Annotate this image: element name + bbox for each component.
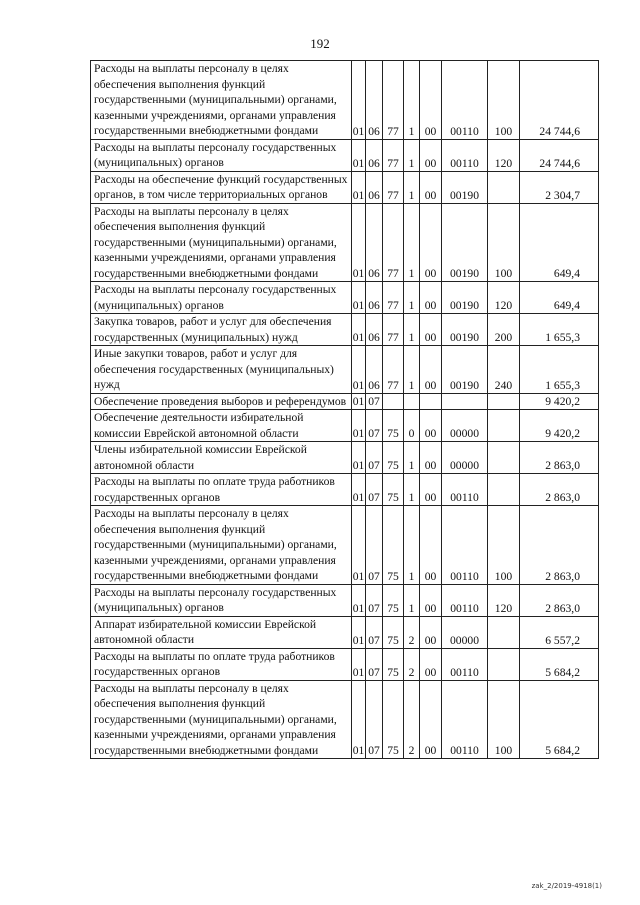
- section-code: 01: [352, 395, 365, 408]
- table-row: [91, 506, 599, 585]
- table-row: [91, 393, 599, 410]
- activity-code: 00: [420, 680, 442, 759]
- section-code: 01: [352, 203, 366, 282]
- subsection-code: 06: [366, 203, 383, 282]
- subsection-code: 07: [366, 506, 383, 585]
- subsection-code: 07: [366, 410, 383, 442]
- row-description: Расходы на выплаты персоналу государственных (муниципальных) органов: [91, 282, 352, 314]
- direction-code: 00190: [442, 314, 488, 346]
- page-number: 192: [310, 36, 330, 51]
- activity-code: 00: [420, 506, 442, 585]
- row-description: Иные закупки товаров, работ и услуг для обеспечения государственных (муниципальных) нужд: [91, 346, 352, 394]
- section-code: 01: [352, 171, 366, 203]
- amount: 1 655,3: [520, 314, 599, 346]
- program-code: 77: [383, 314, 404, 346]
- subprogram-code: 1: [404, 203, 420, 282]
- table-row: [91, 648, 599, 680]
- direction-code: 00110: [442, 139, 488, 171]
- activity-code: 00: [420, 61, 442, 140]
- direction-code: 00190: [442, 203, 488, 282]
- table-row: [91, 61, 599, 140]
- program-code: 77: [383, 282, 404, 314]
- amount: 9 420,2: [520, 410, 599, 442]
- program-code: 75: [383, 506, 404, 585]
- row-description: Обеспечение деятельности избирательной комиссии Еврейской автономной области: [91, 410, 352, 442]
- subprogram-code: 1: [404, 139, 420, 171]
- row-description: Расходы на выплаты по оплате труда работников государственных органов: [91, 474, 352, 506]
- subsection-code: 06: [366, 282, 383, 314]
- amount: 5 684,2: [520, 680, 599, 759]
- section-code: 01: [352, 442, 366, 474]
- direction-code: 00110: [442, 648, 488, 680]
- row-description: Члены избирательной комиссии Еврейской автономной области: [91, 442, 352, 474]
- subprogram-code: 1: [404, 442, 420, 474]
- expense-type-code: 120: [488, 139, 520, 171]
- subsection-code: 06: [366, 171, 383, 203]
- subprogram-code: 2: [404, 648, 420, 680]
- subprogram-code: 1: [404, 506, 420, 585]
- subprogram-code: [404, 393, 420, 410]
- subprogram-code: 0: [404, 410, 420, 442]
- section-code: 01: [352, 680, 366, 759]
- section-code: 01: [352, 648, 366, 680]
- table-row: [91, 584, 599, 616]
- expense-type-code: 100: [488, 506, 520, 585]
- subprogram-code: 1: [404, 584, 420, 616]
- activity-code: 00: [420, 442, 442, 474]
- program-code: 75: [383, 616, 404, 648]
- table-row: [91, 616, 599, 648]
- program-code: 77: [383, 171, 404, 203]
- subprogram-code: 1: [404, 474, 420, 506]
- direction-code: [442, 393, 488, 410]
- direction-code: 00110: [442, 506, 488, 585]
- table-row: [91, 346, 599, 394]
- activity-code: 00: [420, 474, 442, 506]
- program-code: 77: [383, 139, 404, 171]
- amount: 2 863,0: [520, 474, 599, 506]
- row-description: Расходы на выплаты персоналу в целях обеспечения выполнения функций государственными (муниципальными) органами, казенными учреждениями, органами управления государственными внебюджетными фондами: [91, 506, 352, 585]
- subsection-code: 07: [366, 393, 383, 410]
- row-description: Закупка товаров, работ и услуг для обеспечения государственных (муниципальных) нужд: [91, 314, 352, 346]
- program-code: 75: [383, 584, 404, 616]
- table-row: [91, 282, 599, 314]
- row-description: Расходы на выплаты по оплате труда работников государственных органов: [91, 648, 352, 680]
- program-code: 75: [383, 410, 404, 442]
- direction-code: 00000: [442, 410, 488, 442]
- section-code: 01: [352, 584, 366, 616]
- subprogram-code: 1: [404, 282, 420, 314]
- subsection-code: 06: [366, 314, 383, 346]
- program-code: 75: [383, 442, 404, 474]
- activity-code: 00: [420, 171, 442, 203]
- row-description: Расходы на обеспечение функций государственных органов, в том числе территориальных органов: [91, 171, 352, 203]
- subsection-code: 07: [366, 442, 383, 474]
- expense-type-code: 100: [488, 203, 520, 282]
- direction-code: 00110: [442, 680, 488, 759]
- amount: 9 420,2: [520, 393, 599, 410]
- program-code: 75: [383, 680, 404, 759]
- subsection-code: 07: [366, 648, 383, 680]
- subprogram-code: 1: [404, 171, 420, 203]
- expense-type-code: [488, 410, 520, 442]
- direction-code: 00110: [442, 61, 488, 140]
- activity-code: 00: [420, 584, 442, 616]
- activity-code: 00: [420, 203, 442, 282]
- expense-type-code: 120: [488, 584, 520, 616]
- budget-table: [90, 60, 599, 759]
- expense-type-code: [488, 171, 520, 203]
- row-description: Расходы на выплаты персоналу в целях обеспечения выполнения функций государственными (муниципальными) органами, казенными учреждениями, органами управления государственными внебюджетными фондами: [91, 680, 352, 759]
- subprogram-code: 1: [404, 346, 420, 394]
- direction-code: 00110: [442, 474, 488, 506]
- program-code: 77: [383, 346, 404, 394]
- activity-code: 00: [420, 139, 442, 171]
- table-row: [91, 410, 599, 442]
- activity-code: 00: [420, 346, 442, 394]
- direction-code: 00000: [442, 442, 488, 474]
- expense-type-code: 240: [488, 346, 520, 394]
- section-code: 01: [352, 282, 366, 314]
- program-code: 77: [383, 61, 404, 140]
- program-code: 75: [383, 648, 404, 680]
- amount: 5 684,2: [520, 648, 599, 680]
- amount: 649,4: [520, 282, 599, 314]
- table-row: [91, 171, 599, 203]
- subsection-code: 06: [366, 139, 383, 171]
- amount: 2 863,0: [520, 442, 599, 474]
- subsection-code: 06: [366, 346, 383, 394]
- section-code: 01: [352, 346, 366, 394]
- row-description: Аппарат избирательной комиссии Еврейской автономной области: [91, 616, 352, 648]
- subsection-code: 07: [366, 584, 383, 616]
- amount: 2 304,7: [520, 171, 599, 203]
- subsection-code: 07: [366, 616, 383, 648]
- subsection-code: 06: [366, 61, 383, 140]
- expense-type-code: 120: [488, 282, 520, 314]
- table-row: [91, 442, 599, 474]
- expense-type-code: [488, 393, 520, 410]
- table-row: [91, 314, 599, 346]
- section-code: 01: [352, 61, 366, 140]
- section-code: 01: [352, 506, 366, 585]
- expense-type-code: [488, 442, 520, 474]
- amount: 2 863,0: [520, 584, 599, 616]
- program-code: [383, 393, 404, 410]
- subsection-code: 07: [366, 474, 383, 506]
- program-code: 75: [383, 474, 404, 506]
- direction-code: 00190: [442, 171, 488, 203]
- amount: 1 655,3: [520, 346, 599, 394]
- amount: 649,4: [520, 203, 599, 282]
- activity-code: [420, 393, 442, 410]
- section-code: 01: [352, 139, 366, 171]
- row-description: Расходы на выплаты персоналу государственных (муниципальных) органов: [91, 584, 352, 616]
- expense-type-code: 200: [488, 314, 520, 346]
- subprogram-code: 1: [404, 61, 420, 140]
- activity-code: 00: [420, 648, 442, 680]
- expense-type-code: [488, 474, 520, 506]
- subprogram-code: 1: [404, 314, 420, 346]
- section-code: 01: [352, 474, 366, 506]
- section-code: 01: [352, 410, 366, 442]
- table-row: [91, 139, 599, 171]
- subprogram-code: 2: [404, 616, 420, 648]
- direction-code: 00190: [442, 346, 488, 394]
- budget-table-body: [91, 61, 599, 759]
- table-row: [91, 474, 599, 506]
- direction-code: 00000: [442, 616, 488, 648]
- expense-type-code: [488, 648, 520, 680]
- amount: 24 744,6: [520, 61, 599, 140]
- expense-type-code: 100: [488, 61, 520, 140]
- row-description: Расходы на выплаты персоналу в целях обеспечения выполнения функций государственными (муниципальными) органами, казенными учреждениями, органами управления государственными внебюджетными фондами: [91, 61, 352, 140]
- amount: 24 744,6: [520, 139, 599, 171]
- direction-code: 00190: [442, 282, 488, 314]
- expense-type-code: 100: [488, 680, 520, 759]
- row-description: Расходы на выплаты персоналу в целях обеспечения выполнения функций государственными (муниципальными) органами, казенными учреждениями, органами управления государственными внебюджетными фондами: [91, 203, 352, 282]
- expense-type-code: [488, 616, 520, 648]
- subsection-code: 07: [366, 680, 383, 759]
- program-code: 77: [383, 203, 404, 282]
- document-code: zak_2/2019-4918(1): [531, 882, 602, 890]
- activity-code: 00: [420, 282, 442, 314]
- section-code: 01: [352, 314, 366, 346]
- row-description: Расходы на выплаты персоналу государственных (муниципальных) органов: [91, 139, 352, 171]
- activity-code: 00: [420, 314, 442, 346]
- amount: 2 863,0: [520, 506, 599, 585]
- direction-code: 00110: [442, 584, 488, 616]
- table-row: [91, 203, 599, 282]
- row-description: Обеспечение проведения выборов и референдумов: [91, 393, 352, 410]
- activity-code: 00: [420, 616, 442, 648]
- amount: 6 557,2: [520, 616, 599, 648]
- section-code: 01: [352, 616, 366, 648]
- table-row: [91, 680, 599, 759]
- activity-code: 00: [420, 410, 442, 442]
- subprogram-code: 2: [404, 680, 420, 759]
